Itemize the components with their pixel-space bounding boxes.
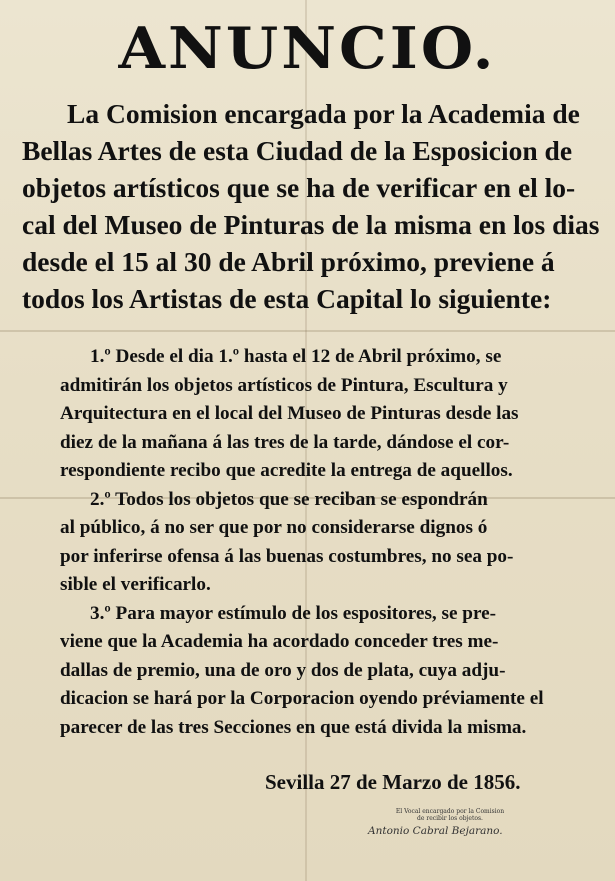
item-2-line: por inferirse ofensa á las buenas costumbres, no sea po- [60, 545, 514, 567]
intro-line: desde el 15 al 30 de Abril próximo, previene á [22, 246, 555, 277]
item-3-line: 3.º Para mayor estímulo de los espositores, se pre- [90, 602, 497, 624]
item-1-line: diez de la mañana á las tres de la tarde, dándose el cor- [60, 431, 510, 453]
intro-line: objetos artísticos que se ha de verificar en el lo- [22, 172, 576, 203]
intro-line: todos los Artistas de esta Capital lo siguiente: [22, 283, 552, 314]
item-3-line: dallas de premio, una de oro y dos de plata, cuya adju- [60, 659, 506, 681]
signature: Antonio Cabral Bejarano. [368, 825, 503, 837]
place-date-line: Sevilla 27 de Marzo de 1856. [265, 770, 521, 794]
intro-paragraph [22, 95, 600, 317]
item-1-line: respondiente recibo que acredite la entrega de aquellos. [60, 460, 513, 481]
item-2-line: al público, á no ser que por no considerarse dignos ó [60, 517, 488, 538]
intro-line: La Comision encargada por la Academia de [67, 98, 580, 129]
item-1-line: 1.º Desde el dia 1.º hasta el 12 de Abril próximo, se [90, 346, 502, 367]
item-3-line: dicacion se hará por la Corporacion oyendo préviamente el [60, 688, 544, 709]
item-2-line: sible el verificarlo. [60, 574, 211, 595]
item-1-line: Arquitectura en el local del Museo de Pinturas desde las [60, 403, 519, 424]
intro-line: cal del Museo de Pinturas de la misma en los dias [22, 209, 600, 240]
poster-title: ANUNCIO. [118, 15, 497, 83]
intro-line: Bellas Artes de esta Ciudad de la Esposicion de [22, 135, 573, 166]
signer-note-line: El Vocal encargado por la Comision [395, 808, 505, 815]
item-3-line: viene que la Academia ha acordado conceder tres me- [60, 631, 499, 652]
item-1-line: admitirán los objetos artísticos de Pintura, Escultura y [60, 374, 508, 396]
signer-role-note [380, 808, 520, 822]
item-3-line: parecer de las tres Secciones en que está divida la misma. [60, 716, 527, 738]
signer-note-line: de recibir los objetos. [417, 815, 483, 822]
numbered-items [60, 343, 612, 742]
item-2-line: 2.º Todos los objetos que se reciban se espondrán [90, 488, 488, 510]
paper-fold-line [0, 330, 615, 332]
